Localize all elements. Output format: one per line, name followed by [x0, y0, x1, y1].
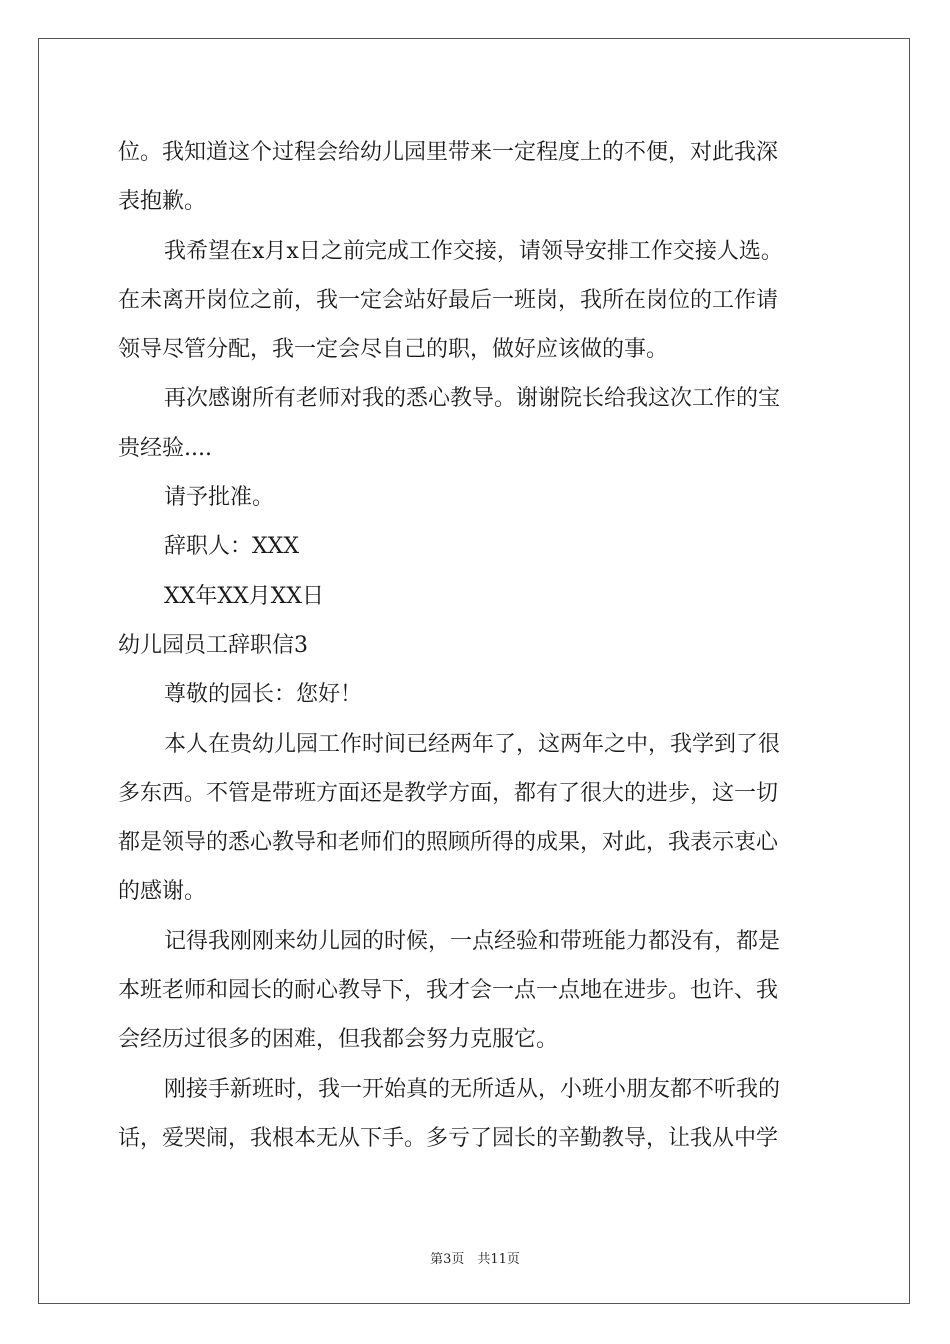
salutation: 尊敬的园长：您好！	[164, 682, 363, 708]
text-line: 领导尽管分配，我一定会尽自己的职，做好应该做的事。	[118, 337, 669, 363]
text-line: 我希望在x月x日之前完成工作交接，请领导安排工作交接人选。	[164, 238, 783, 264]
closing-request: 请予批准。	[164, 485, 275, 511]
text-line: 都是领导的悉心教导和老师们的照顾所得的成果，对此，我表示衷心	[118, 830, 779, 856]
text-line: 在未离开岗位之前，我一定会站好最后一班岗，我所在岗位的工作请	[118, 287, 779, 313]
text-line: 位。我知道这个过程会给幼儿园里带来一定程度上的不便，对此我深	[118, 140, 779, 165]
text-line: 会经历过很多的困难，但我都会努力克服它。	[118, 1027, 559, 1053]
text-line: 刚接手新班时，我一开始真的无所适从，小班小朋友都不听我的	[164, 1076, 781, 1102]
text-line: 贵经验....	[118, 435, 212, 461]
text-line: 再次感谢所有老师对我的悉心教导。谢谢院长给我这次工作的宝	[164, 386, 781, 412]
document-body	[118, 128, 838, 1163]
page-number-footer: 第3页 共11页	[430, 1252, 520, 1267]
text-line: 话，爱哭闹，我根本无从下手。多亏了园长的辛勤教导，让我从中学	[118, 1125, 779, 1151]
section-title: 幼儿园员工辞职信3	[118, 632, 308, 658]
text-line: 本班老师和园长的耐心教导下，我才会一点一点地在进步。也许、我	[118, 978, 779, 1004]
text-line: 的感谢。	[118, 879, 207, 905]
text-line: 本人在贵幼儿园工作时间已经两年了，这两年之中，我学到了很	[164, 731, 781, 757]
date-line: XX年XX月XX日	[164, 583, 324, 609]
signature-line: 辞职人：XXX	[164, 534, 299, 560]
text-line: 多东西。不管是带班方面还是教学方面，都有了很大的进步，这一切	[118, 780, 779, 806]
text-line: 记得我刚刚来幼儿园的时候，一点经验和带班能力都没有，都是	[164, 928, 781, 954]
text-line: 表抱歉。	[118, 189, 207, 215]
